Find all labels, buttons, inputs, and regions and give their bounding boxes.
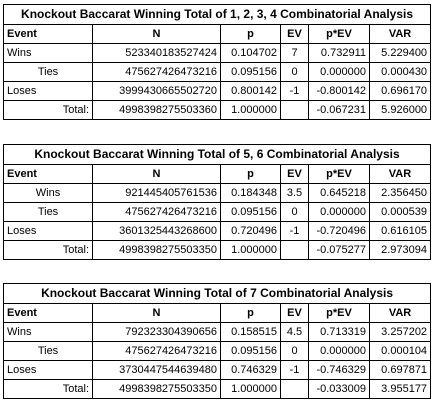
header-p: p [221,165,281,184]
var-cell: 5.229400 [370,44,431,63]
total-label: Total: [4,241,93,260]
ev-cell [281,380,309,399]
table-row [4,82,431,101]
combinatorial-table-2 [3,144,431,260]
header-p: p [221,304,281,323]
table-row [4,222,431,241]
ev-cell: 3.5 [281,184,309,203]
p-ev-cell: -0.067231 [309,101,370,120]
table-header-row [4,165,431,184]
p-ev-cell: 0.000000 [309,63,370,82]
n-cell: 523340183527424 [93,44,221,63]
ev-cell: -1 [281,361,309,380]
table-header-row [4,25,431,44]
var-cell: 0.000104 [370,342,431,361]
event-cell: Ties [4,203,93,222]
event-cell: Loses [4,361,93,380]
total-label: Total: [4,380,93,399]
p-cell: 0.095156 [221,342,281,361]
p-ev-cell: -0.746329 [309,361,370,380]
n-cell: 475627426473216 [93,203,221,222]
header-event: Event [4,25,93,44]
table-row [4,323,431,342]
p-ev-cell: -0.033009 [309,380,370,399]
n-cell: 3730447544639480 [93,361,221,380]
table-total-row [4,101,431,120]
table-total-row [4,380,431,399]
header-p-ev: p*EV [309,165,370,184]
header-p-ev: p*EV [309,25,370,44]
n-cell: 4998398275503350 [93,241,221,260]
header-n: N [93,304,221,323]
ev-cell [281,241,309,260]
p-cell: 0.104702 [221,44,281,63]
var-cell: 2.973094 [370,241,431,260]
total-label: Total: [4,101,93,120]
table-row [4,63,431,82]
header-var: VAR [370,165,431,184]
event-cell: Ties [4,342,93,361]
event-cell: Loses [4,222,93,241]
event-cell: Loses [4,82,93,101]
p-cell: 0.095156 [221,63,281,82]
p-cell: 0.800142 [221,82,281,101]
header-event: Event [4,165,93,184]
header-n: N [93,25,221,44]
p-cell: 0.746329 [221,361,281,380]
p-ev-cell: 0.000000 [309,203,370,222]
p-cell: 0.158515 [221,323,281,342]
var-cell: 0.000430 [370,63,431,82]
n-cell: 3999430665502720 [93,82,221,101]
p-ev-cell: 0.713319 [309,323,370,342]
table-row [4,44,431,63]
table-title: Knockout Baccarat Winning Total of 7 Combinatorial Analysis [4,284,431,304]
p-cell: 0.095156 [221,203,281,222]
n-cell: 3601325443268600 [93,222,221,241]
table-row [4,184,431,203]
header-var: VAR [370,304,431,323]
p-ev-cell: -0.720496 [309,222,370,241]
table-total-row [4,241,431,260]
header-ev: EV [281,165,309,184]
ev-cell: 0 [281,63,309,82]
header-p: p [221,25,281,44]
var-cell: 2.356450 [370,184,431,203]
ev-cell: -1 [281,82,309,101]
var-cell: 3.257202 [370,323,431,342]
table-row [4,361,431,380]
ev-cell: 4.5 [281,323,309,342]
ev-cell: 0 [281,342,309,361]
ev-cell: 7 [281,44,309,63]
header-ev: EV [281,25,309,44]
table-title-row [4,5,431,25]
event-cell: Wins [4,184,93,203]
var-cell: 0.616105 [370,222,431,241]
n-cell: 475627426473216 [93,342,221,361]
header-p-ev: p*EV [309,304,370,323]
header-ev: EV [281,304,309,323]
var-cell: 0.697871 [370,361,431,380]
p-cell: 1.000000 [221,101,281,120]
table-header-row [4,304,431,323]
event-cell: Wins [4,323,93,342]
var-cell: 0.696170 [370,82,431,101]
ev-cell [281,101,309,120]
event-cell: Ties [4,63,93,82]
table-title-row [4,284,431,304]
header-var: VAR [370,25,431,44]
ev-cell: 0 [281,203,309,222]
header-event: Event [4,304,93,323]
p-ev-cell: 0.000000 [309,342,370,361]
p-ev-cell: 0.645218 [309,184,370,203]
n-cell: 4998398275503350 [93,380,221,399]
table-title-row [4,145,431,165]
p-cell: 0.184348 [221,184,281,203]
table-title: Knockout Baccarat Winning Total of 1, 2, 3, 4 Combinatorial Analysis [4,5,431,25]
table-title: Knockout Baccarat Winning Total of 5, 6 Combinatorial Analysis [4,145,431,165]
n-cell: 921445405761536 [93,184,221,203]
p-cell: 0.720496 [221,222,281,241]
p-ev-cell: 0.732911 [309,44,370,63]
p-cell: 1.000000 [221,380,281,399]
header-n: N [93,165,221,184]
p-cell: 1.000000 [221,241,281,260]
event-cell: Wins [4,44,93,63]
var-cell: 5.926000 [370,101,431,120]
var-cell: 3.955177 [370,380,431,399]
ev-cell: -1 [281,222,309,241]
combinatorial-table-3 [3,283,431,399]
p-ev-cell: -0.075277 [309,241,370,260]
combinatorial-table-1 [3,4,431,120]
table-row [4,342,431,361]
n-cell: 792323304390656 [93,323,221,342]
n-cell: 475627426473216 [93,63,221,82]
var-cell: 0.000539 [370,203,431,222]
n-cell: 4998398275503360 [93,101,221,120]
p-ev-cell: -0.800142 [309,82,370,101]
table-row [4,203,431,222]
